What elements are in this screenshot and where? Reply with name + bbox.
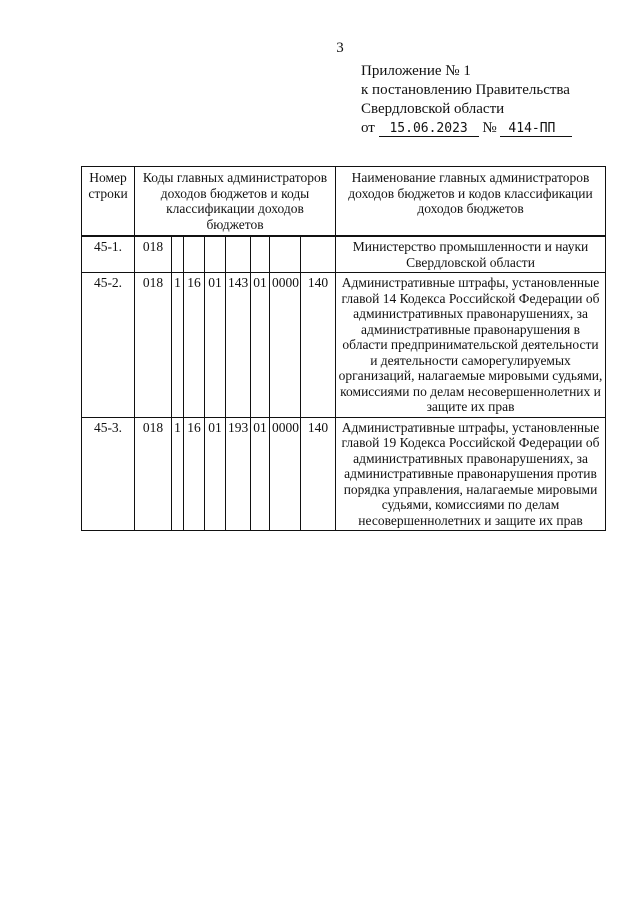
appendix-header xyxy=(361,62,572,138)
code-cell: 1 xyxy=(172,417,184,531)
code-cell xyxy=(184,236,205,273)
code-cell: 140 xyxy=(301,417,336,531)
header-name: Наименование главных администраторов доходов бюджетов и кодов классификации доходов бюджетов xyxy=(336,167,606,237)
code-cell: 1 xyxy=(172,273,184,418)
appendix-line-resolution: к постановлению Правительства xyxy=(361,82,570,98)
page-number: 3 xyxy=(336,40,344,56)
code-cell: 193 xyxy=(226,417,251,531)
row-number: 45-1. xyxy=(82,236,135,273)
code-cell xyxy=(226,236,251,273)
code-cell xyxy=(205,236,226,273)
table-header-row xyxy=(82,167,606,237)
header-codes: Коды главных администраторов доходов бюджетов и коды классификации доходов бюджетов xyxy=(135,167,336,237)
income-codes-table xyxy=(81,166,606,531)
code-cell: 16 xyxy=(184,417,205,531)
table-row xyxy=(82,273,606,418)
row-description: Административные штрафы, установленные главой 14 Кодекса Российской Федерации об административных правонарушениях, за административные правонарушения в области предпринимательской деятельности и деятельности саморегулируемых организаций, налагаемые мировыми судьями, комиссиями по делам несовершеннолетних и защите их прав xyxy=(336,273,606,418)
code-cell xyxy=(270,236,301,273)
header-row-number: Номер строки xyxy=(82,167,135,237)
code-cell xyxy=(251,236,270,273)
code-cell: 01 xyxy=(251,273,270,418)
date-prefix: от xyxy=(361,120,375,136)
code-cell xyxy=(172,236,184,273)
table-row xyxy=(82,236,606,273)
code-cell: 143 xyxy=(226,273,251,418)
code-cell: 0000 xyxy=(270,417,301,531)
code-cell: 140 xyxy=(301,273,336,418)
code-cell: 16 xyxy=(184,273,205,418)
code-cell xyxy=(301,236,336,273)
row-description: Министерство промышленности и науки Свердловской области xyxy=(336,236,606,273)
code-cell: 01 xyxy=(205,273,226,418)
row-description: Административные штрафы, установленные главой 19 Кодекса Российской Федерации об административных правонарушениях, за административные правонарушения против порядка управления, налагаемые мировыми судьями, комиссиями по делам несовершеннолетних и защите их прав xyxy=(336,417,606,531)
number-prefix: № xyxy=(482,120,497,136)
code-cell: 01 xyxy=(205,417,226,531)
appendix-date-line xyxy=(361,119,572,138)
appendix-line-region: Свердловской области xyxy=(361,101,505,117)
appendix-title: Приложение № 1 xyxy=(361,63,471,79)
row-number: 45-3. xyxy=(82,417,135,531)
row-number: 45-2. xyxy=(82,273,135,418)
code-cell: 018 xyxy=(135,273,172,418)
resolution-number: 414-ПП xyxy=(500,121,572,137)
table-row xyxy=(82,417,606,531)
code-cell: 0000 xyxy=(270,273,301,418)
resolution-date: 15.06.2023 xyxy=(379,121,479,137)
code-cell: 01 xyxy=(251,417,270,531)
code-cell: 018 xyxy=(135,417,172,531)
code-cell: 018 xyxy=(135,236,172,273)
